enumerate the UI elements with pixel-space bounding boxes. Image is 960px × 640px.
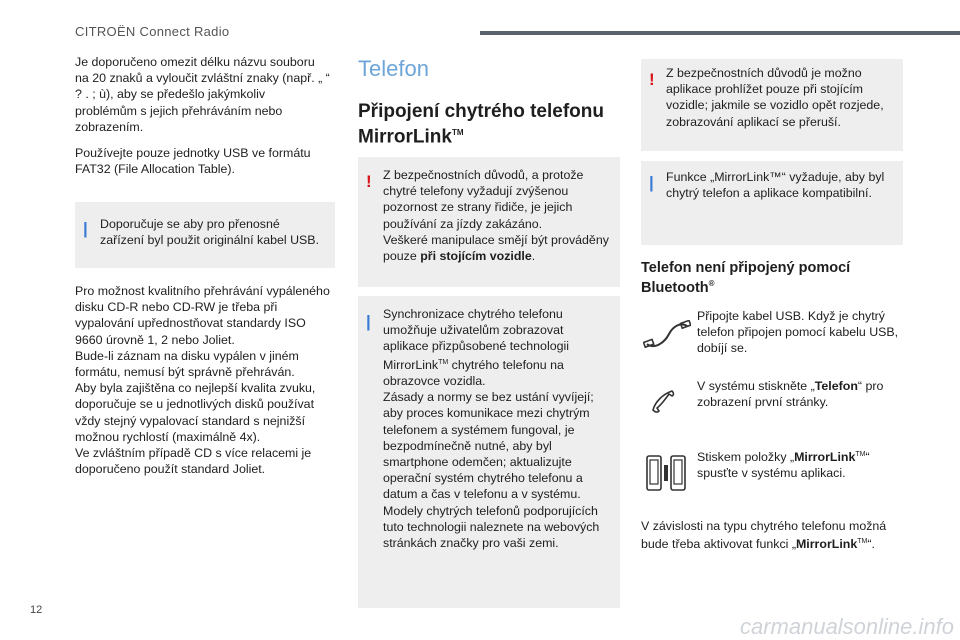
step2-pre: V systému stiskněte „ (697, 379, 815, 393)
warning-icon: ! (649, 70, 655, 89)
info-para: Zásady a normy se bez ustání vyvíjejí; aby proces komunikace mezi chytrým telefonem a systémem fungoval, je bezpodmínečně nutné, aby byl smartphone odemčen; aktualizujte operační systém chytrého telefonu a datum a čas v telefonu a v systému. (383, 390, 594, 502)
info-part1: Synchronizace chytrého telefonu umožňuje uživatelům zobrazovat aplikace přizpůsobené technologii MirrorLink (383, 307, 569, 372)
header-bar (480, 31, 960, 35)
warning-line-bold: při stojícím vozidle (420, 249, 532, 264)
info-tm: TM (438, 358, 449, 366)
warning-line (383, 232, 610, 264)
closing-post: “. (867, 537, 875, 552)
step-press-telefon (697, 378, 907, 410)
warning-box-viewing (641, 59, 903, 151)
warning-line: Z bezpečnostních důvodů, a protože chytré telefony vyžadují zvýšenou pozornost ze strany řidiče, je jejich používání za jízdy zakázáno. (383, 168, 584, 231)
info-icon: | (366, 312, 371, 331)
cd-line: Ve zvláštním případě CD s více relacemi je doporučeno použít standard Joliet. (75, 446, 312, 477)
subheading-bluetooth-text: Telefon není připojený pomocí Bluetooth (641, 260, 851, 296)
info-box-cable-text: Doporučuje se aby pro přenosné zařízení byl použit originální kabel USB. (100, 217, 320, 248)
cd-line: Bude-li záznam na disku vypálen v jiném formátu, nemusí být správně přehráván. (75, 348, 299, 380)
step2-bold: Telefon (814, 379, 858, 393)
info-box-cable (75, 202, 335, 268)
info-icon: | (649, 173, 654, 192)
step3-bold: MirrorLink (794, 450, 856, 465)
subsection-title-text: Připojení chytrého telefonu MirrorLink (358, 101, 604, 148)
step2-post: “ pro zobrazení první stránky. (697, 379, 884, 410)
info-box-compatibility-text: Funkce „MirrorLink™“ vyžaduje, aby byl chytrý telefon a aplikace kompatibilní. (666, 170, 885, 201)
paragraph-file-names: Je doporučeno omezit délku názvu souboru na 20 znaků a vyloučit zvláštní znaky (např. „ “ ? . ; ù), aby se předešlo jakýmkoliv problémům s jejich přehráváním nebo zobrazením. (75, 55, 330, 134)
info-part2: chytrého telefonu na obrazovce vozidla. (383, 357, 564, 388)
warning-line-pre: Veškeré manipulace smějí být prováděny pouze (383, 232, 609, 264)
warning-box-viewing-text: Z bezpečnostních důvodů je možno aplikace prohlížet pouze při stojícím vozidle; jakmile se vozidlo opět rozjede, zobrazování aplikací se přeruší. (666, 66, 884, 129)
closing-pre: V závislosti na typu chytrého telefonu možná bude třeba aktivovat funkci „ (641, 519, 887, 552)
paragraph-usb-format: Používejte pouze jednotky USB ve formátu FAT32 (File Allocation Table). (75, 146, 311, 177)
header-title: CITROËN Connect Radio (75, 24, 230, 39)
usb-cable-icon (643, 320, 691, 350)
info-box-synchronization (358, 296, 620, 608)
subheading-reg: ® (708, 279, 715, 288)
cd-line: Pro možnost kvalitního přehrávání vypáleného disku CD-R nebo CD-RW je třeba při vypalování upřednostňovat standardy ISO 9660 úrovně 1, 2 nebo Joliet. (75, 284, 330, 347)
warning-box-driving (358, 157, 620, 287)
step3-post: “ spusťte v systému aplikaci. (697, 450, 870, 481)
subsection-tm: TM (451, 128, 464, 137)
watermark: carmanualsonline.info (739, 614, 954, 639)
step-press-mirrorlink (697, 447, 907, 482)
info-para (383, 306, 610, 389)
cd-line: Aby byla zajištěna co nejlepší kvalita zvuku, doporučuje se u jednotlivých disků používat vždy stejný vypalovací standard s nejnižší možnou rychlostí (maximálně 4x). (75, 381, 316, 444)
warning-line-post: . (531, 249, 536, 264)
paragraph-cd-burning (75, 283, 335, 477)
step3-tm: TM (855, 451, 866, 458)
page-number: 12 (30, 604, 43, 616)
subsection-title (358, 101, 618, 147)
info-icon: | (83, 219, 88, 238)
warning-icon: ! (366, 172, 372, 191)
warning-box-driving-text (383, 167, 610, 264)
closing-bold: MirrorLink (795, 537, 858, 552)
info-para: Modely chytrých telefonů podporujících tuto technologii naleznete na webových stránkách značky pro vaši zemi. (383, 503, 600, 550)
info-box-synchronization-text (383, 306, 610, 551)
section-title: Telefon (358, 56, 429, 81)
step-connect-usb: Připojte kabel USB. Když je chytrý telefon připojen pomocí kabelu USB, dobíjí se. (697, 309, 899, 356)
phone-icon (651, 388, 677, 414)
step3-pre: Stiskem položky „ (697, 450, 795, 465)
paragraph-activate-mirrorlink (641, 518, 907, 553)
mirrorlink-icon (645, 452, 687, 494)
info-box-compatibility (641, 161, 903, 245)
closing-tm: TM (857, 538, 868, 546)
subheading-bluetooth (641, 260, 903, 296)
